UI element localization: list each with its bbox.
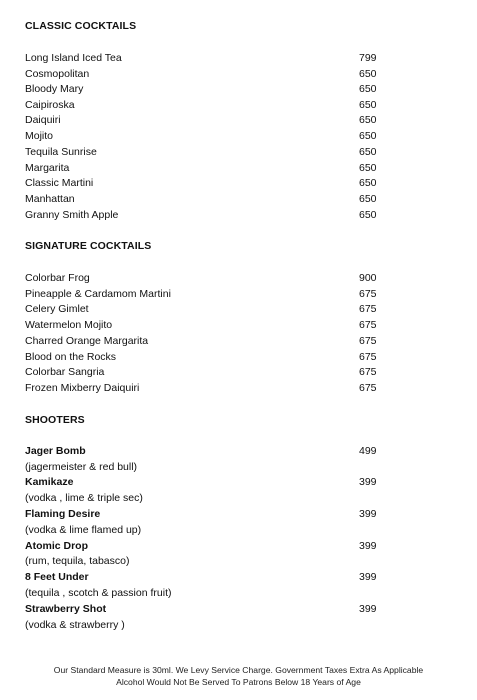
menu-item	[25, 208, 377, 223]
section-title-shooters: SHOOTERS	[25, 414, 85, 426]
item-price: 650	[359, 130, 377, 142]
item-name: Tequila Sunrise	[25, 146, 97, 158]
menu-item	[25, 113, 377, 128]
menu-item	[25, 334, 377, 349]
shooter-item	[25, 444, 377, 459]
item-price: 399	[359, 540, 377, 552]
item-name: Daiquiri	[25, 114, 61, 126]
item-price: 675	[359, 351, 377, 363]
item-price: 499	[359, 445, 377, 457]
item-name: Caipiroska	[25, 99, 75, 111]
item-price: 399	[359, 508, 377, 520]
item-price: 650	[359, 193, 377, 205]
menu-item	[25, 129, 377, 144]
item-name: Mojito	[25, 130, 54, 142]
item-price: 650	[359, 83, 377, 95]
shooter-item	[25, 475, 377, 490]
item-price: 650	[359, 68, 377, 80]
item-name: Kamikaze	[25, 476, 74, 488]
item-name: Blood on the Rocks	[25, 351, 117, 363]
item-description: (rum, tequila, tabasco)	[25, 555, 130, 567]
menu-item	[25, 350, 377, 365]
menu-item	[25, 318, 377, 333]
item-name: Celery Gimlet	[25, 303, 89, 315]
footer-note-age: Alcohol Would Not Be Served To Patrons Below 18 Years of Age	[116, 677, 361, 687]
menu-item	[25, 98, 377, 113]
menu-item	[25, 145, 377, 160]
item-name: Watermelon Mojito	[25, 319, 113, 331]
item-price: 650	[359, 146, 377, 158]
item-name: Charred Orange Margarita	[25, 335, 149, 347]
section-title-classic: CLASSIC COCKTAILS	[25, 20, 137, 32]
menu-item	[25, 51, 377, 66]
item-price: 650	[359, 209, 377, 221]
footer-note-measure: Our Standard Measure is 30ml. We Levy Service Charge. Government Taxes Extra As Applicable	[53, 665, 424, 675]
menu-item	[25, 161, 377, 176]
menu-item	[25, 365, 377, 380]
item-price: 675	[359, 319, 377, 331]
menu-item	[25, 82, 377, 97]
item-price: 650	[359, 162, 377, 174]
item-price: 675	[359, 366, 377, 378]
menu-item	[25, 381, 377, 396]
item-price: 675	[359, 382, 377, 394]
item-name: Long Island Iced Tea	[25, 52, 122, 64]
menu-item	[25, 302, 377, 317]
item-price: 650	[359, 177, 377, 189]
item-name: Colorbar Sangria	[25, 366, 105, 378]
item-name: Flaming Desire	[25, 508, 101, 520]
item-price: 675	[359, 288, 377, 300]
item-price: 399	[359, 476, 377, 488]
item-name: Granny Smith Apple	[25, 209, 119, 221]
item-name: Colorbar Frog	[25, 272, 90, 284]
menu-item	[25, 271, 377, 286]
item-name: Bloody Mary	[25, 83, 84, 95]
item-price: 650	[359, 114, 377, 126]
item-description: (jagermeister & red bull)	[25, 461, 138, 473]
menu-item	[25, 287, 377, 302]
item-description: (vodka & strawberry )	[25, 619, 125, 631]
shooter-item	[25, 570, 377, 585]
item-name: Pineapple & Cardamom Martini	[25, 288, 171, 300]
menu-item	[25, 67, 377, 82]
item-price: 650	[359, 99, 377, 111]
item-price: 675	[359, 303, 377, 315]
item-description: (vodka , lime & triple sec)	[25, 492, 143, 504]
item-name: Atomic Drop	[25, 540, 88, 552]
item-name: Jager Bomb	[25, 445, 86, 457]
item-name: Classic Martini	[25, 177, 94, 189]
shooter-item	[25, 507, 377, 522]
item-name: 8 Feet Under	[25, 571, 89, 583]
item-price: 399	[359, 571, 377, 583]
shooter-item	[25, 602, 377, 617]
item-name: Manhattan	[25, 193, 75, 205]
item-price: 675	[359, 335, 377, 347]
item-name: Cosmopolitan	[25, 68, 90, 80]
menu-item	[25, 176, 377, 191]
menu-item	[25, 192, 377, 207]
item-description: (tequila , scotch & passion fruit)	[25, 587, 172, 599]
item-name: Frozen Mixberry Daiquiri	[25, 382, 140, 394]
item-price: 799	[359, 52, 377, 64]
shooter-item	[25, 539, 377, 554]
section-title-signature: SIGNATURE COCKTAILS	[25, 240, 152, 252]
item-description: (vodka & lime flamed up)	[25, 524, 142, 536]
item-name: Margarita	[25, 162, 70, 174]
item-price: 399	[359, 603, 377, 615]
item-price: 900	[359, 272, 377, 284]
item-name: Strawberry Shot	[25, 603, 107, 615]
